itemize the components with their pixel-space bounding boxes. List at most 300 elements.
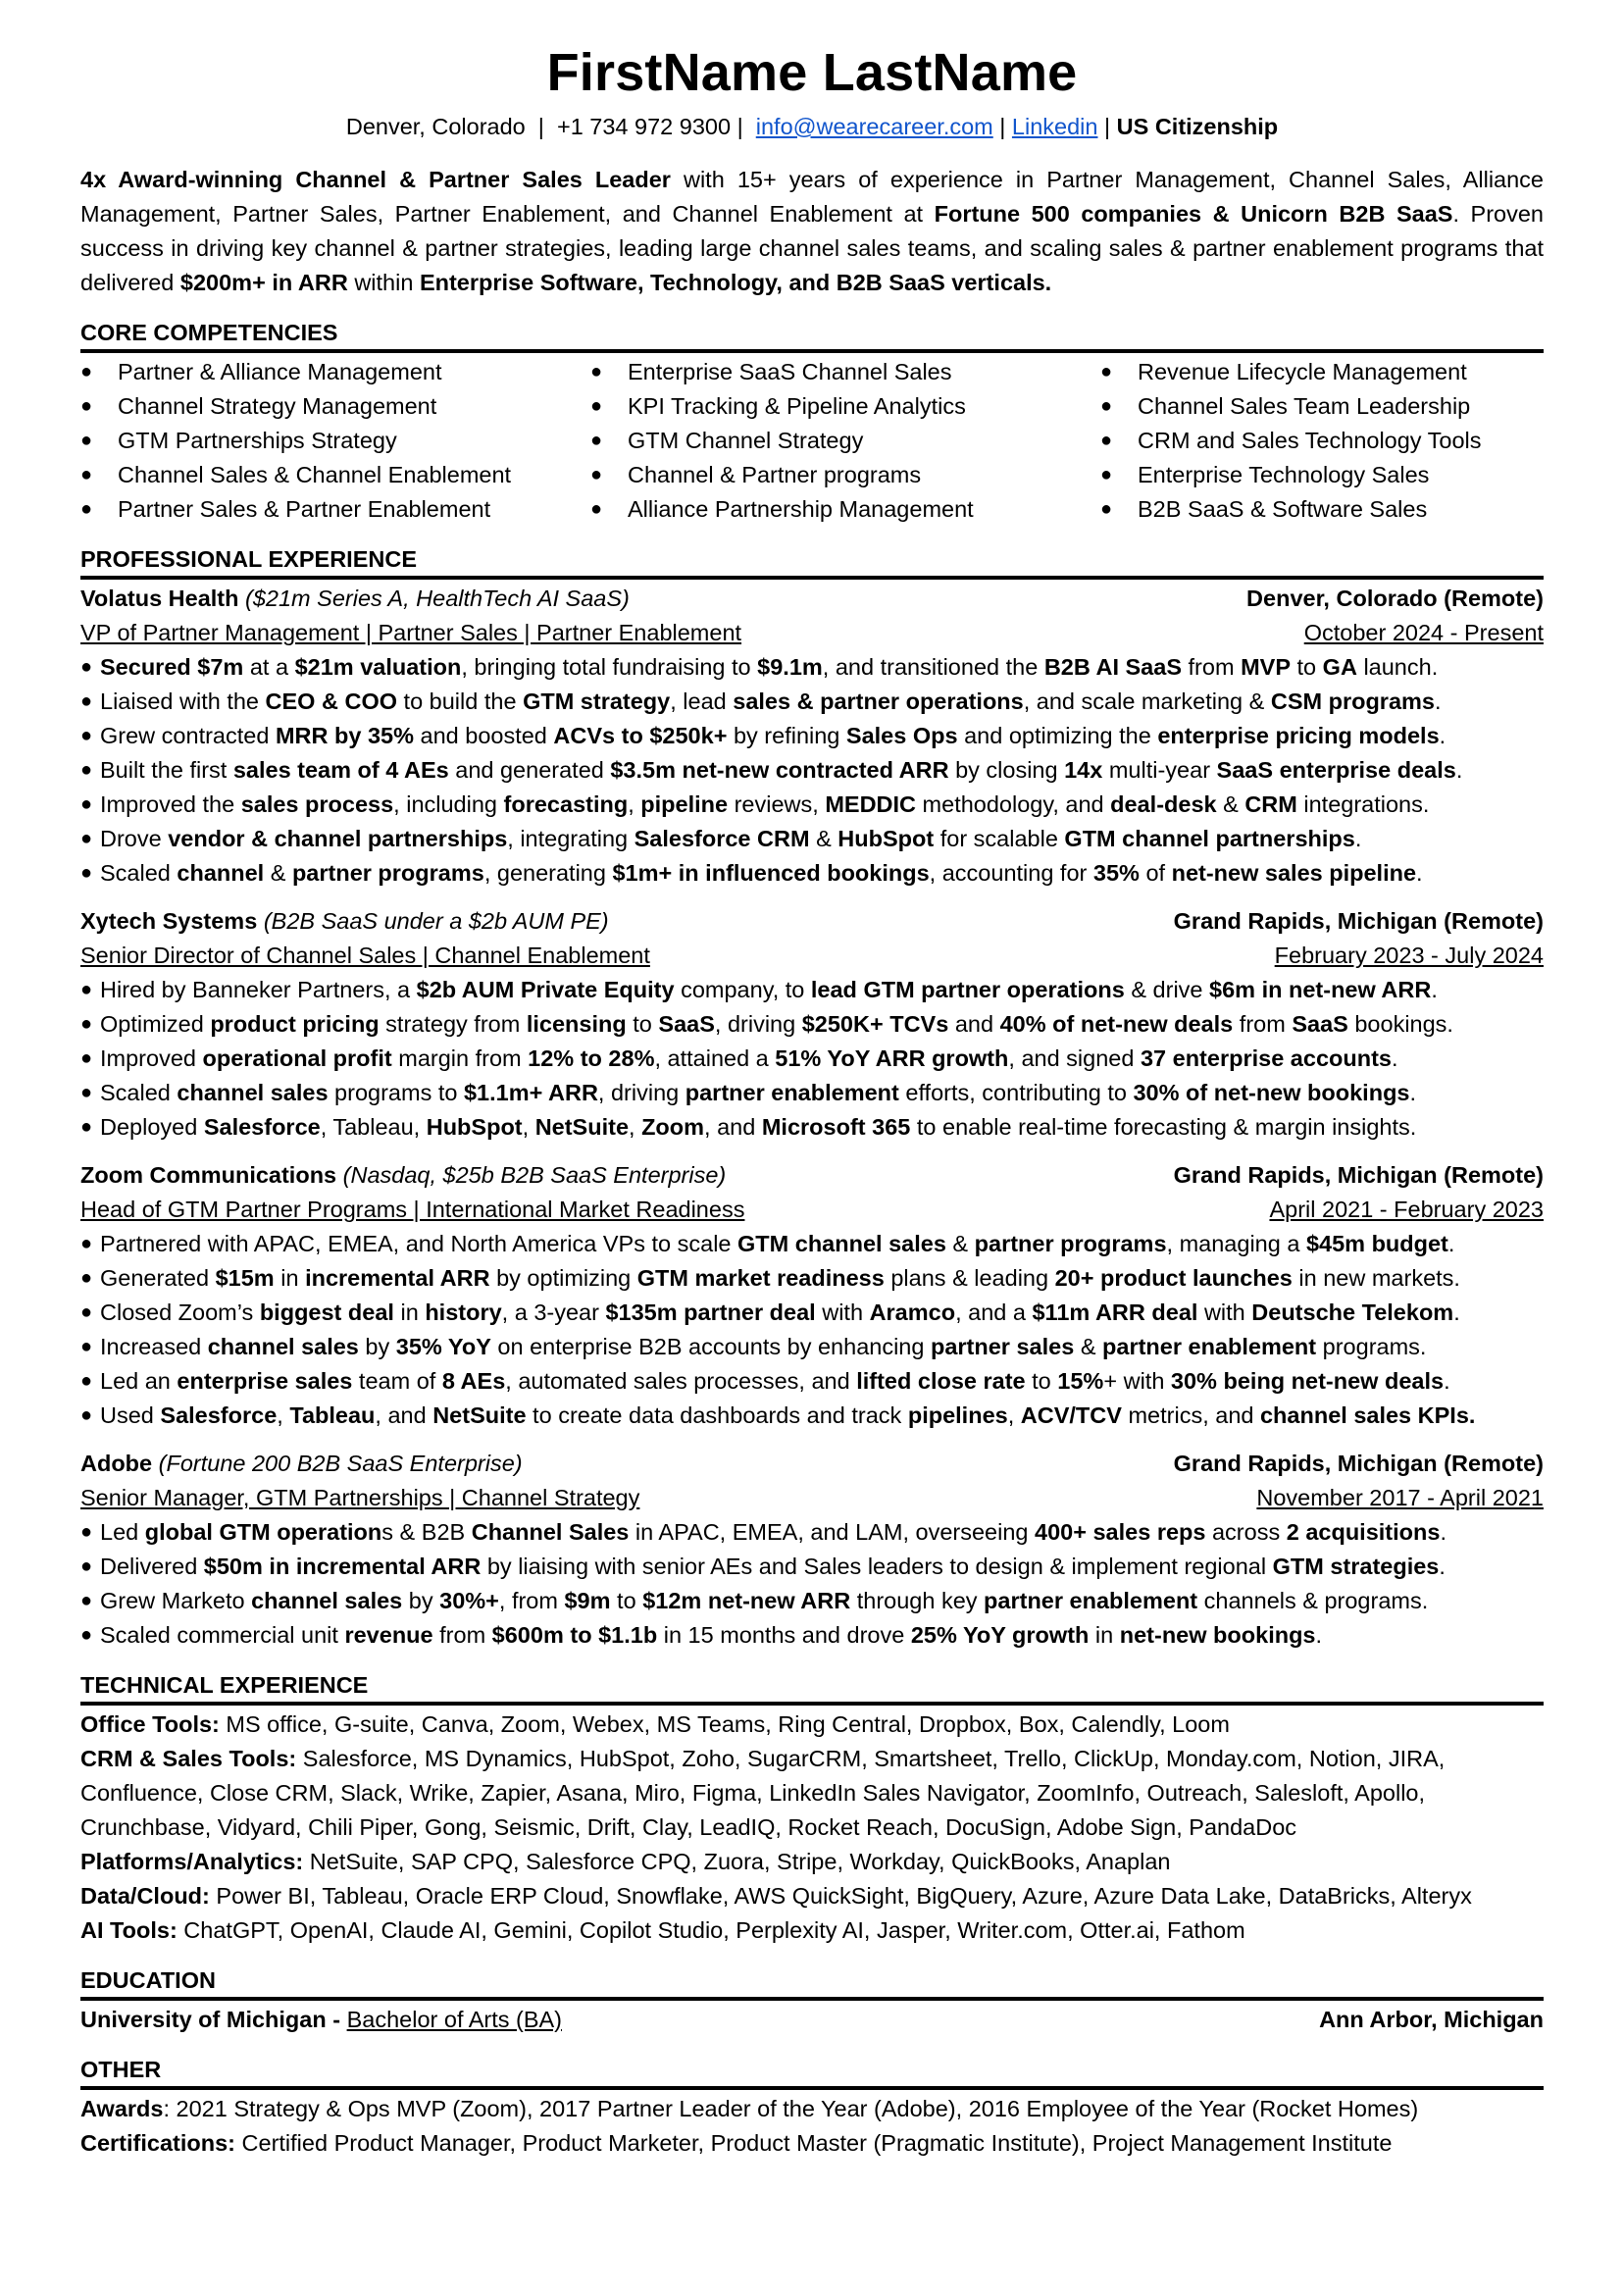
job-bullet [80, 1076, 1544, 1110]
bullet-text-run: to [626, 1011, 659, 1037]
job-bullet-text [100, 1110, 1416, 1145]
bullet-icon: ● [590, 464, 603, 485]
bullet-text-run: . [1439, 723, 1446, 748]
bullet-text-run: s & B2B [381, 1519, 472, 1545]
bullet-icon: ● [80, 725, 93, 746]
bullet-text-run: pipelines [907, 1402, 1008, 1428]
bullet-text-run: & [264, 860, 292, 886]
bullet-text-run: 15% [1057, 1368, 1104, 1394]
bullet-text-run: Salesforce [203, 1114, 321, 1140]
bullet-text-run: launch. [1356, 654, 1439, 680]
section-title-other: OTHER [80, 2055, 1544, 2090]
bullet-icon: ● [80, 1267, 93, 1289]
technical-line [80, 1845, 1544, 1879]
job-bullet-text [100, 1584, 1428, 1618]
job-bullet-text [100, 1618, 1322, 1653]
technical-label: Platforms/Analytics: [80, 1849, 304, 1874]
separator: | [999, 114, 1006, 139]
bullet-text-run: by refining [727, 723, 846, 748]
bullet-text-run: in [393, 1300, 426, 1325]
bullet-text-run: Led an [100, 1368, 178, 1394]
competency-label: Enterprise SaaS Channel Sales [628, 359, 952, 384]
job-bullet-text [100, 1296, 1460, 1330]
job-role-row [80, 616, 1544, 650]
bullet-text-run: , driving [714, 1011, 802, 1037]
bullet-text-run: Led [100, 1519, 145, 1545]
bullet-icon: ● [80, 395, 93, 417]
bullet-text-run: $12m net-new ARR [642, 1588, 851, 1613]
job-role: Head of GTM Partner Programs | International Market Readiness [80, 1197, 745, 1222]
bullet-text-run: , [1007, 1402, 1021, 1428]
competency-label: Partner & Alliance Management [118, 359, 442, 384]
bullet-text-run: to create data dashboards and track [526, 1402, 908, 1428]
bullet-text-run: revenue [344, 1622, 433, 1648]
job-bullet [80, 1296, 1544, 1330]
technical-text: Power BI, Tableau, Oracle ERP Cloud, Snowflake, AWS QuickSight, BigQuery, Azure, Azure Data Lake, DataBricks, Alteryx [209, 1883, 1472, 1909]
bullet-text-run: NetSuite [534, 1114, 630, 1140]
competency-column [80, 355, 590, 527]
bullet-icon: ● [80, 979, 93, 1000]
bullet-text-run: $45m budget [1305, 1231, 1448, 1256]
job-role-row [80, 939, 1544, 973]
bullet-text-run: Tableau [289, 1402, 376, 1428]
bullet-text-run: metrics, and [1121, 1402, 1260, 1428]
bullet-text-run: , including [393, 791, 504, 817]
job-company-line [80, 904, 609, 939]
bullet-icon: ● [80, 1370, 93, 1392]
contact-location: Denver, Colorado [345, 114, 526, 139]
job-role: Senior Manager, GTM Partnerships | Channel Strategy [80, 1485, 640, 1510]
job-bullet-text [100, 788, 1429, 822]
bullet-text-run: $3.5m net-new contracted ARR [610, 757, 949, 783]
summary-text-run: Enterprise Software, Technology, and B2B SaaS verticals. [419, 270, 1052, 295]
bullet-text-run: $50m in incremental ARR [203, 1554, 482, 1579]
bullet-text-run: with [815, 1300, 870, 1325]
bullet-text-run: by [402, 1588, 440, 1613]
education-school-degree [80, 2003, 562, 2037]
job-header-row [80, 582, 1544, 616]
bullet-text-run: 40% of net-new deals [999, 1011, 1234, 1037]
job-bullet-text [100, 822, 1361, 856]
other-label: Certifications: [80, 2130, 235, 2156]
bullet-text-run: $1.1m+ ARR [463, 1080, 598, 1105]
bullet-text-run: Increased [100, 1334, 208, 1359]
bullet-text-run: Secured $7m [100, 654, 244, 680]
job-entry [80, 904, 1544, 1145]
job-bullet-text [100, 719, 1446, 753]
technical-text: MS office, G-suite, Canva, Zoom, Webex, MS Teams, Ring Central, Dropbox, Box, Calendly, Loom [219, 1711, 1230, 1737]
competency-item [590, 389, 1100, 424]
bullet-text-run: enterprise pricing models [1157, 723, 1440, 748]
job-bullet [80, 685, 1544, 719]
technical-line [80, 1879, 1544, 1913]
competency-label: B2B SaaS & Software Sales [1138, 496, 1428, 522]
bullet-text-run: , and scale marketing & [1023, 688, 1271, 714]
bullet-text-run: strategy from [379, 1011, 527, 1037]
bullet-text-run: 8 AEs [441, 1368, 506, 1394]
job-bullet [80, 1261, 1544, 1296]
competency-item [80, 492, 590, 527]
bullet-icon: ● [80, 1336, 93, 1357]
bullet-text-run: Optimized [100, 1011, 211, 1037]
competency-label: Enterprise Technology Sales [1138, 462, 1430, 487]
bullet-text-run: 30%+ [439, 1588, 499, 1613]
technical-label: Office Tools: [80, 1711, 220, 1737]
bullet-text-run: channel sales [177, 1080, 329, 1105]
bullet-text-run: lead GTM partner operations [810, 977, 1125, 1002]
competency-label: Channel Strategy Management [118, 393, 437, 419]
candidate-name: FirstName LastName [546, 43, 1078, 102]
bullet-text-run: GTM strategies [1272, 1554, 1440, 1579]
job-bullet [80, 788, 1544, 822]
bullet-text-run: SaaS [658, 1011, 715, 1037]
bullet-text-run: and [948, 1011, 1000, 1037]
job-role: VP of Partner Management | Partner Sales | Partner Enablement [80, 620, 742, 645]
job-entry [80, 582, 1544, 891]
bullet-text-run: $9m [564, 1588, 611, 1613]
job-dates: February 2023 - July 2024 [1274, 943, 1544, 968]
bullet-text-run: . [1455, 757, 1463, 783]
bullet-text-run: from [1182, 654, 1242, 680]
education-degree: Bachelor of Arts (BA) [346, 2007, 563, 2032]
job-bullet-text [100, 1042, 1398, 1076]
bullet-icon: ● [1100, 498, 1113, 520]
summary-text-run: with 15+ years of experience in Partner Management, Channel Sales, Alliance Management, Partner Sales, Partner Enablement, and Channel Enablement at [80, 167, 1544, 227]
bullet-icon: ● [80, 1013, 93, 1035]
bullet-text-run: Grew Marketo [100, 1588, 252, 1613]
job-bullet-text [100, 1261, 1460, 1296]
bullet-icon: ● [80, 1590, 93, 1611]
bullet-text-run: . [1431, 977, 1438, 1002]
bullet-text-run: 20+ product launches [1054, 1265, 1293, 1291]
job-bullet-text [100, 1227, 1454, 1261]
job-bullet [80, 1042, 1544, 1076]
summary-text-run: . Proven success in driving key channel & partner strategies, leading large channel sales teams, and scaling sales & partner enablement programs that delivered [80, 201, 1544, 295]
bullet-text-run: MVP [1241, 654, 1291, 680]
job-company-note: (Nasdaq, $25b B2B SaaS Enterprise) [342, 1162, 727, 1188]
competency-item [1100, 424, 1544, 458]
technical-line [80, 1708, 1544, 1742]
bullet-text-run: and boosted [413, 723, 554, 748]
job-bullet-text [100, 1076, 1416, 1110]
bullet-text-run: and optimizing the [957, 723, 1158, 748]
bullet-text-run: MRR by 35% [275, 723, 414, 748]
competency-label: GTM Partnerships Strategy [118, 428, 397, 453]
bullet-text-run: channel sales [251, 1588, 403, 1613]
bullet-text-run: $135m partner deal [605, 1300, 816, 1325]
technical-label: CRM & Sales Tools: [80, 1746, 297, 1771]
job-bullet-text [100, 1007, 1453, 1042]
bullet-text-run: Improved [100, 1045, 203, 1071]
competency-label: Partner Sales & Partner Enablement [118, 496, 491, 522]
bullet-text-run: programs to [328, 1080, 464, 1105]
bullet-icon: ● [80, 464, 93, 485]
bullet-text-run: partner programs [974, 1231, 1167, 1256]
bullet-text-run: 400+ sales reps [1035, 1519, 1206, 1545]
job-location: Denver, Colorado (Remote) [1246, 586, 1544, 611]
job-bullet [80, 1364, 1544, 1399]
bullet-icon: ● [80, 793, 93, 815]
bullet-icon: ● [590, 430, 603, 451]
bullet-text-run: and generated [448, 757, 611, 783]
job-role-row [80, 1193, 1544, 1227]
bullet-text-run: at a [243, 654, 295, 680]
job-bullet-text [100, 1330, 1426, 1364]
bullet-text-run: , [628, 791, 641, 817]
bullet-text-run: & [809, 826, 838, 851]
bullet-text-run: , bringing total fundraising to [461, 654, 758, 680]
bullet-text-run: , [522, 1114, 535, 1140]
competency-item [590, 424, 1100, 458]
bullet-text-run: partner enablement [1102, 1334, 1317, 1359]
competency-label: Channel & Partner programs [628, 462, 922, 487]
bullet-text-run: Zoom [641, 1114, 705, 1140]
bullet-text-run: through key [850, 1588, 985, 1613]
bullet-text-run: , a 3-year [501, 1300, 606, 1325]
summary-text-run: Fortune 500 companies & Unicorn B2B SaaS [934, 201, 1453, 227]
technical-label: AI Tools: [80, 1917, 178, 1943]
bullet-text-run: Scaled [100, 860, 178, 886]
bullet-text-run: history [425, 1300, 502, 1325]
job-bullet [80, 973, 1544, 1007]
job-bullet [80, 1007, 1544, 1042]
bullet-text-run: operational profit [202, 1045, 392, 1071]
bullet-text-run: Sales Ops [845, 723, 958, 748]
bullet-icon: ● [1100, 430, 1113, 451]
job-location: Grand Rapids, Michigan (Remote) [1173, 1162, 1544, 1188]
bullet-text-run: net-new bookings [1119, 1622, 1316, 1648]
bullet-text-run: to [1291, 654, 1323, 680]
job-company-line [80, 582, 630, 616]
competency-item [1100, 492, 1544, 527]
bullet-text-run: in 15 months and drove [657, 1622, 911, 1648]
bullet-text-run: company, to [674, 977, 811, 1002]
bullet-text-run: channel sales KPIs. [1259, 1402, 1476, 1428]
bullet-text-run: Microsoft 365 [761, 1114, 911, 1140]
email-link[interactable]: info@wearecareer.com [755, 114, 993, 139]
bullet-text-run: from [1233, 1011, 1293, 1037]
bullet-text-run: Aramco [869, 1300, 956, 1325]
bullet-text-run: to [1025, 1368, 1058, 1394]
bullet-text-run: , and a [955, 1300, 1033, 1325]
bullet-text-run: Channel Sales [471, 1519, 630, 1545]
contact-citizenship: US Citizenship [1116, 114, 1279, 139]
job-bullet-text [100, 1364, 1450, 1399]
competency-label: Channel Sales & Channel Enablement [118, 462, 512, 487]
bullet-icon: ● [80, 1301, 93, 1323]
job-dates: November 2017 - April 2021 [1256, 1485, 1544, 1510]
bullet-text-run: . [1315, 1622, 1323, 1648]
bullet-text-run: channel sales [207, 1334, 359, 1359]
job-dates: October 2024 - Present [1303, 620, 1544, 645]
bullet-text-run: , and [704, 1114, 762, 1140]
bullet-text-run: SaaS [1292, 1011, 1348, 1037]
bullet-text-run: across [1205, 1519, 1287, 1545]
job-bullet [80, 1550, 1544, 1584]
bullet-text-run: $1m+ in influenced bookings [612, 860, 930, 886]
job-header-row [80, 904, 1544, 939]
bullet-text-run: partner enablement [685, 1080, 899, 1105]
job-bullet-text [100, 753, 1462, 788]
bullet-text-run: pipeline [640, 791, 729, 817]
competency-item [1100, 458, 1544, 492]
bullet-text-run: $6m in net-new ARR [1209, 977, 1432, 1002]
job-bullet [80, 1330, 1544, 1364]
bullet-text-run: Closed Zoom’s [100, 1300, 260, 1325]
other-label: Awards [80, 2096, 164, 2121]
bullet-text-run: 30% of net-new bookings [1133, 1080, 1410, 1105]
technical-text: Salesforce, MS Dynamics, HubSpot, Zoho, SugarCRM, Smartsheet, Trello, ClickUp, Monday.com, Notion, JIRA, Confluence, Close CRM, Slack, Wrike, Zapier, Asana, Miro, Figma, LinkedIn Sales Navigator, ZoomInfo, Outreach, Salesloft, Apollo, Crunchbase, Vidyard, Chili Piper, Gong, Seismic, Drift, Clay, LeadIQ, Rocket Reach, DocuSign, Adobe Sign, PandaDoc [80, 1746, 1446, 1840]
bullet-text-run: biggest deal [259, 1300, 394, 1325]
bullet-text-run: in new markets. [1292, 1265, 1460, 1291]
bullet-text-run: vendor & channel partnerships [168, 826, 508, 851]
bullet-text-run: Built the first [100, 757, 233, 783]
professional-summary [80, 163, 1544, 300]
bullet-text-run: methodology, and [916, 791, 1111, 817]
technical-text: NetSuite, SAP CPQ, Salesforce CPQ, Zuora, Stripe, Workday, QuickBooks, Anaplan [303, 1849, 1171, 1874]
bullet-text-run: lifted close rate [856, 1368, 1026, 1394]
other-line [80, 2126, 1544, 2161]
other-line [80, 2092, 1544, 2126]
bullet-icon: ● [80, 498, 93, 520]
bullet-icon: ● [590, 361, 603, 382]
job-bullet [80, 753, 1544, 788]
bullet-text-run: sales & partner operations [733, 688, 1024, 714]
bullet-text-run: CEO & COO [265, 688, 398, 714]
bullet-text-run: Deployed [100, 1114, 204, 1140]
linkedin-link[interactable]: Linkedin [1011, 114, 1098, 139]
bullet-text-run: programs. [1316, 1334, 1427, 1359]
bullet-text-run: $2b AUM Private Equity [416, 977, 675, 1002]
bullet-text-run: , [277, 1402, 290, 1428]
bullet-text-run: partner enablement [984, 1588, 1198, 1613]
job-bullet [80, 1584, 1544, 1618]
separator: | [736, 114, 743, 139]
bullet-text-run: Deutsche Telekom [1251, 1300, 1454, 1325]
bullet-text-run: Scaled [100, 1080, 178, 1105]
bullet-text-run: to [610, 1588, 643, 1613]
bullet-icon: ● [80, 361, 93, 382]
summary-text-run: within [347, 270, 420, 295]
competency-label: Alliance Partnership Management [628, 496, 974, 522]
job-bullet-text [100, 856, 1423, 891]
bullet-icon: ● [80, 1624, 93, 1646]
bullet-icon: ● [590, 498, 603, 520]
technical-text: ChatGPT, OpenAI, Claude AI, Gemini, Copilot Studio, Perplexity AI, Jasper, Writer.com, Otter.ai, Fathom [177, 1917, 1245, 1943]
competency-item [590, 355, 1100, 389]
bullet-text-run: plans & leading [884, 1265, 1055, 1291]
bullet-icon: ● [80, 1521, 93, 1543]
bullet-text-run: enterprise sales [177, 1368, 353, 1394]
bullet-icon: ● [590, 395, 603, 417]
bullet-text-run: , [629, 1114, 642, 1140]
competency-label: KPI Tracking & Pipeline Analytics [628, 393, 966, 419]
competency-item [590, 492, 1100, 527]
technical-line [80, 1913, 1544, 1948]
job-dates: April 2021 - February 2023 [1269, 1197, 1544, 1222]
bullet-text-run: GTM strategy [523, 688, 671, 714]
bullet-text-run: from [432, 1622, 492, 1648]
education-location: Ann Arbor, Michigan [1319, 2007, 1544, 2032]
bullet-icon: ● [80, 862, 93, 884]
competency-item [80, 355, 590, 389]
bullet-text-run: ACVs to $250k+ [553, 723, 728, 748]
bullet-text-run: MEDDIC [825, 791, 917, 817]
bullet-text-run: & [1216, 791, 1245, 817]
bullet-text-run: CSM programs [1270, 688, 1435, 714]
summary-text-run: 4x Award-winning Channel & Partner Sales Leader [80, 167, 671, 192]
bullet-icon: ● [80, 656, 93, 678]
bullet-text-run: sales process [240, 791, 394, 817]
job-bullet [80, 1618, 1544, 1653]
job-bullet [80, 650, 1544, 685]
bullet-text-run: SaaS enterprise deals [1216, 757, 1456, 783]
technical-line [80, 1742, 1544, 1845]
competency-label: Revenue Lifecycle Management [1138, 359, 1467, 384]
competency-item [1100, 389, 1544, 424]
job-bullet [80, 822, 1544, 856]
bullet-text-run: , from [498, 1588, 565, 1613]
job-company-line [80, 1158, 726, 1193]
education-school: University of Michigan - [80, 2007, 347, 2032]
bullet-icon: ● [80, 690, 93, 712]
bullet-text-run: & [1074, 1334, 1103, 1359]
bullet-text-run: . [1444, 1368, 1450, 1394]
bullet-text-run: , lead [670, 688, 734, 714]
bullet-text-run: , driving [597, 1080, 685, 1105]
bullet-text-run: for scalable [934, 826, 1065, 851]
competencies-grid [80, 355, 1544, 527]
bullet-icon: ● [80, 1233, 93, 1254]
competency-item [590, 458, 1100, 492]
separator: | [537, 114, 544, 139]
job-company-line [80, 1447, 523, 1481]
bullet-text-run: partner programs [291, 860, 484, 886]
bullet-icon: ● [80, 828, 93, 849]
job-bullet [80, 1399, 1544, 1433]
bullet-text-run: CRM [1244, 791, 1297, 817]
job-bullet-text [100, 650, 1438, 685]
bullet-text-run: efforts, contributing to [898, 1080, 1134, 1105]
bullet-text-run: GTM market readiness [636, 1265, 885, 1291]
bullet-text-run: Used [100, 1402, 161, 1428]
bullet-text-run: to build the [397, 688, 524, 714]
section-title-professional-experience: PROFESSIONAL EXPERIENCE [80, 544, 1544, 580]
job-company: Xytech Systems [80, 908, 258, 934]
bullet-text-run: with [1197, 1300, 1252, 1325]
job-location: Grand Rapids, Michigan (Remote) [1173, 908, 1544, 934]
bullet-text-run: 30% being net-new deals [1170, 1368, 1445, 1394]
technical-list [80, 1708, 1544, 1948]
job-bullet-text [100, 1515, 1446, 1550]
bullet-icon: ● [80, 1404, 93, 1426]
bullet-text-run: $15m [215, 1265, 275, 1291]
bullet-text-run: 2 acquisitions [1286, 1519, 1441, 1545]
bullet-text-run: to enable real-time forecasting & margin insights. [910, 1114, 1417, 1140]
bullet-text-run: bookings. [1347, 1011, 1453, 1037]
education-entry [80, 2003, 1544, 2037]
bullet-text-run: $9.1m [757, 654, 823, 680]
bullet-text-run: . [1439, 1554, 1446, 1579]
job-entry [80, 1447, 1544, 1653]
bullet-text-run: ACV/TCV [1020, 1402, 1122, 1428]
bullet-text-run: multi-year [1102, 757, 1217, 783]
bullet-text-run: global GTM operation [144, 1519, 382, 1545]
job-company-note: (Fortune 200 B2B SaaS Enterprise) [158, 1451, 523, 1476]
bullet-text-run: . [1440, 1519, 1446, 1545]
bullet-text-run: 35% [1092, 860, 1140, 886]
bullet-text-run: 37 enterprise accounts [1140, 1045, 1392, 1071]
